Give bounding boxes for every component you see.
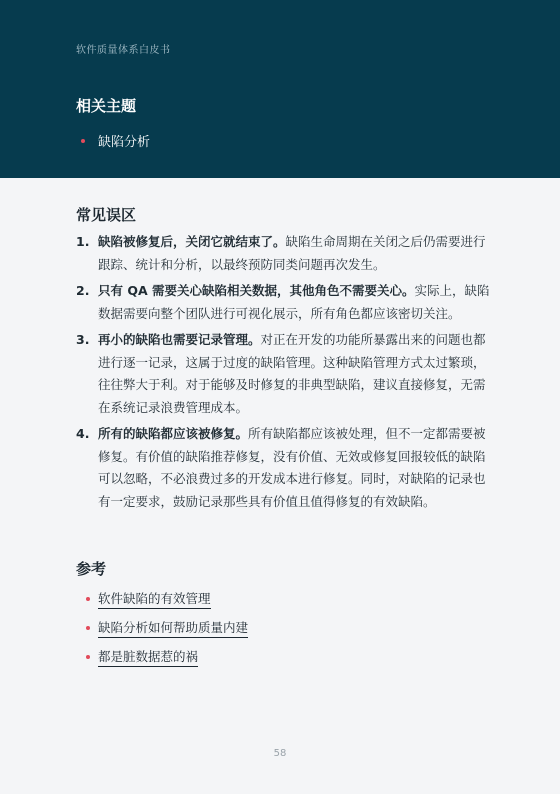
references-heading: 参考 [76,560,107,578]
header-banner [0,0,560,178]
myth-body [98,231,496,276]
myth-statement: 只有 QA 需要关心缺陷相关数据，其他角色不需要关心。 [98,283,415,298]
related-topics-heading: 相关主题 [76,97,137,115]
myth-body [98,329,496,419]
bullet-icon [86,626,90,630]
myth-explanation: 对正在开发的功能所暴露出来的问题也都进行逐一记录，这属于过度的缺陷管理。这种缺陷管理方式太过繁琐，往往弊大于利。对于能够及时修复的非典型缺陷，建议直接修复，无需在系统记录浪费管理成本。 [98,332,486,415]
reference-link[interactable]: 都是脏数据惹的祸 [98,647,198,667]
myth-number: 4. [76,426,90,441]
reference-item [76,584,248,613]
myth-item [76,231,496,276]
myth-explanation: 所有缺陷都应该被处理，但不一定都需要被修复。有价值的缺陷推荐修复，没有价值、无效或修复回报较低的缺陷可以忽略，不必浪费过多的开发成本进行修复。同时，对缺陷的记录也有一定要求，鼓励记录那些具有价值且值得修复的有效缺陷。 [98,426,486,509]
myth-explanation: 缺陷生命周期在关闭之后仍需要进行跟踪、统计和分析，以最终预防同类问题再次发生。 [98,234,486,272]
reference-link[interactable]: 软件缺陷的有效管理 [98,589,211,609]
myths-list [76,231,496,517]
myth-statement: 缺陷被修复后，关闭它就结束了。 [98,234,286,249]
related-topics-list [76,131,150,150]
document-title: 软件质量体系白皮书 [76,45,171,56]
myth-statement: 再小的缺陷也需要记录管理。 [98,332,261,347]
myth-body [98,423,496,513]
reference-link[interactable]: 缺陷分析如何帮助质量内建 [98,618,248,638]
related-topic-label: 缺陷分析 [98,135,151,150]
reference-item [76,613,248,642]
page-number: 58 [273,748,287,759]
myth-number: 1. [76,234,90,249]
myth-item [76,423,496,513]
references-list [76,584,248,671]
myth-number: 3. [76,332,90,347]
bullet-icon [86,655,90,659]
reference-item [76,642,248,671]
myth-item [76,329,496,419]
myths-heading: 常见误区 [76,206,137,224]
myth-body [98,280,496,325]
myth-explanation: 实际上，缺陷数据需要向整个团队进行可视化展示，所有角色都应该密切关注。 [98,283,490,321]
bullet-icon [81,139,85,143]
myth-statement: 所有的缺陷都应该被修复。 [98,426,249,441]
myth-number: 2. [76,283,90,298]
related-topic-item[interactable] [76,131,150,150]
bullet-icon [86,597,90,601]
myth-item [76,280,496,325]
